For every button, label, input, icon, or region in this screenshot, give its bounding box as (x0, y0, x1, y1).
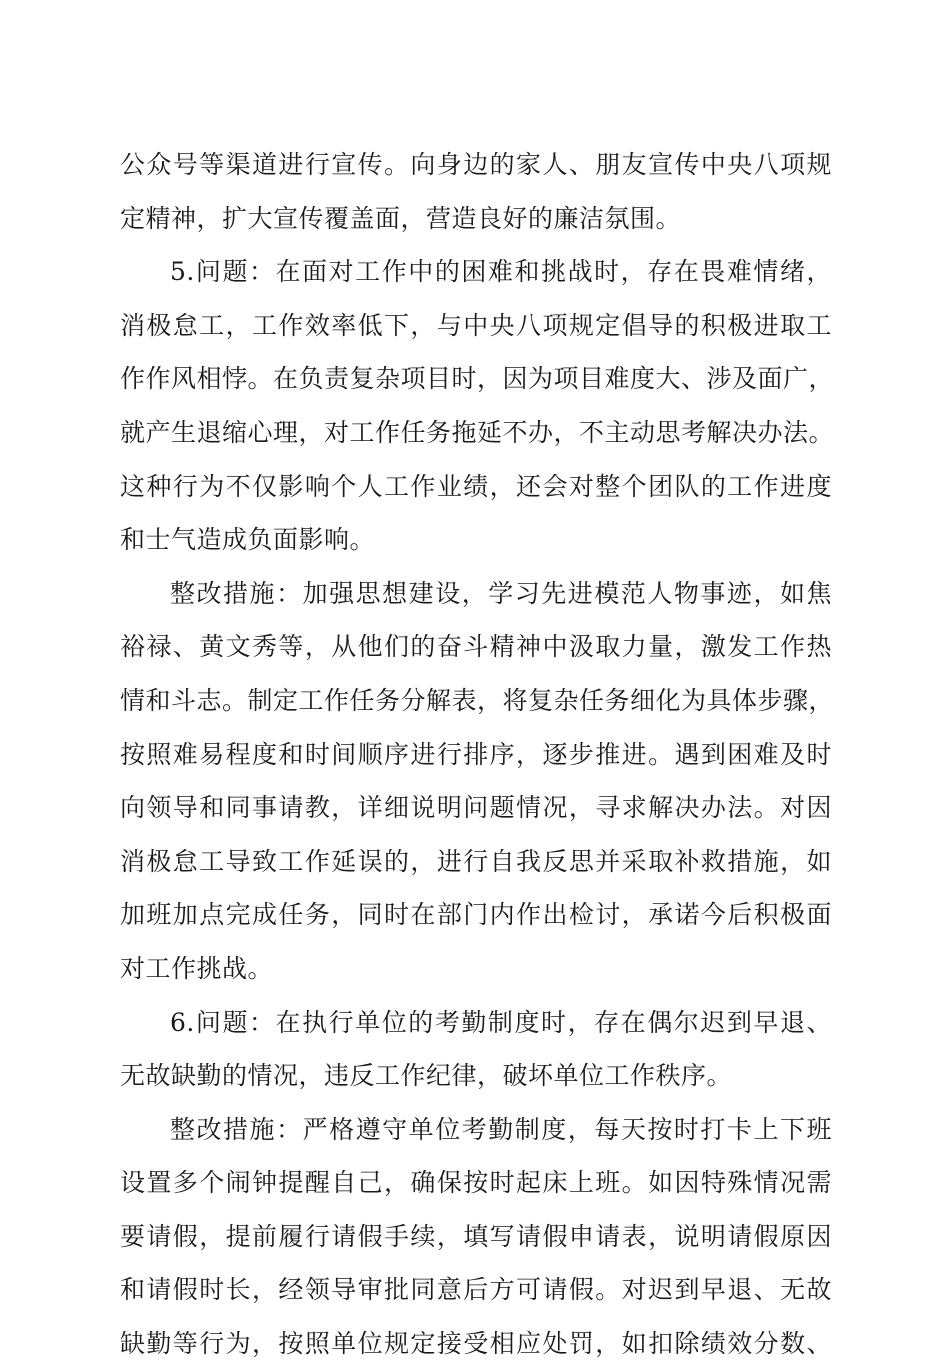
text-line: 这种行为不仅影响个人工作业绩，还会对整个团队的工作进度 (120, 471, 832, 501)
text-line: 按照难易程度和时间顺序进行排序，逐步推进。遇到困难及时 (120, 739, 832, 769)
document-body (120, 138, 835, 1371)
text-line: 缺勤等行为，按照单位规定接受相应处罚，如扣除绩效分数、 (120, 1329, 832, 1359)
text-line: 6.问题：在执行单位的考勤制度时，存在偶尔迟到早退、 (170, 1007, 832, 1037)
text-line: 消极怠工，工作效率低下，与中央八项规定倡导的积极进取工 (120, 310, 832, 340)
text-line: 和士气造成负面影响。 (120, 525, 376, 555)
text-line: 整改措施：严格遵守单位考勤制度，每天按时打卡上下班 (170, 1114, 832, 1144)
text-line: 向领导和同事请教，详细说明问题情况，寻求解决办法。对因 (120, 793, 832, 823)
text-line: 对工作挑战。 (120, 953, 274, 983)
text-line: 要请假，提前履行请假手续，填写请假申请表，说明请假原因 (120, 1221, 832, 1251)
text-line: 设置多个闹钟提醒自己，确保按时起床上班。如因特殊情况需 (120, 1168, 832, 1198)
text-line: 消极怠工导致工作延误的，进行自我反思并采取补救措施，如 (120, 846, 832, 876)
text-line: 情和斗志。制定工作任务分解表，将复杂任务细化为具体步骤， (120, 685, 835, 715)
text-line: 作作风相悖。在负责复杂项目时，因为项目难度大、涉及面广， (120, 364, 835, 394)
text-line: 裕禄、黄文秀等，从他们的奋斗精神中汲取力量，激发工作热 (120, 632, 832, 662)
text-line: 和请假时长，经领导审批同意后方可请假。对迟到早退、无故 (120, 1275, 832, 1305)
text-line: 5.问题：在面对工作中的困难和挑战时，存在畏难情绪， (170, 257, 832, 287)
text-line: 加班加点完成任务，同时在部门内作出检讨，承诺今后积极面 (120, 900, 832, 930)
text-line: 就产生退缩心理，对工作任务拖延不办，不主动思考解决办法。 (120, 417, 835, 447)
text-line: 无故缺勤的情况，违反工作纪律，破坏单位工作秩序。 (120, 1061, 733, 1091)
text-line: 定精神，扩大宣传覆盖面，营造良好的廉洁氛围。 (120, 203, 682, 233)
text-line: 公众号等渠道进行宣传。向身边的家人、朋友宣传中央八项规 (120, 150, 832, 179)
text-line: 整改措施：加强思想建设，学习先进模范人物事迹，如焦 (170, 578, 832, 608)
